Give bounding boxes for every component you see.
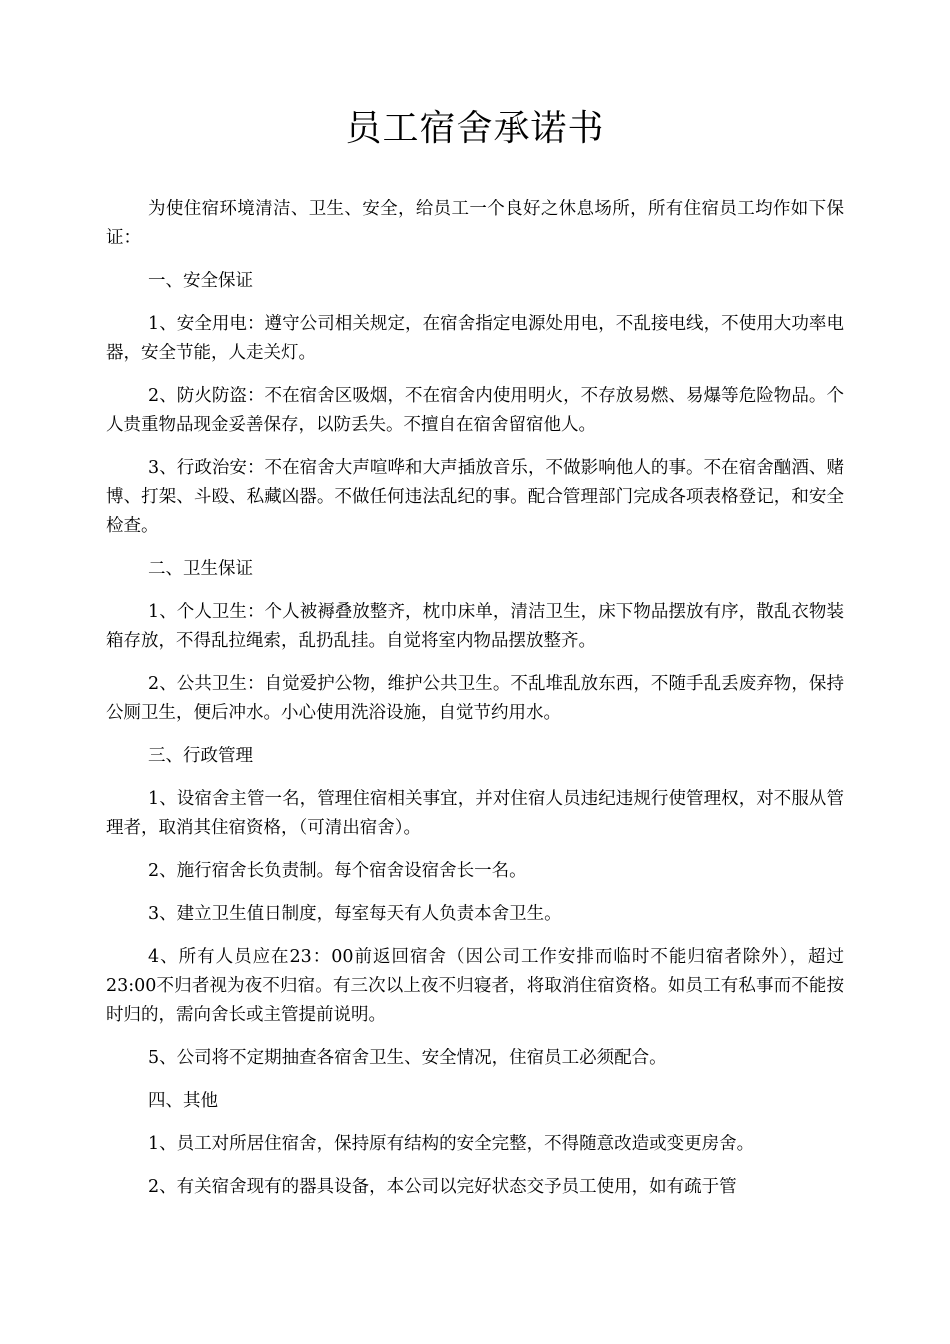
section-heading-administration: 三、行政管理 bbox=[148, 746, 253, 766]
section-heading-other: 四、其他 bbox=[148, 1091, 218, 1111]
safety-item-electricity: 1、安全用电：遵守公司相关规定，在宿舍指定电源处用电，不乱接电线，不使用大功率电器，安全节能，人走关灯。 bbox=[106, 314, 844, 363]
admin-item-duty-system: 3、建立卫生值日制度，每室每天有人负责本舍卫生。 bbox=[148, 904, 562, 924]
intro-paragraph: 为使住宿环境清洁、卫生、安全，给员工一个良好之休息场所，所有住宿员工均作如下保证： bbox=[106, 199, 844, 248]
admin-item-supervisor: 1、设宿舍主管一名，管理住宿相关事宜，并对住宿人员违纪违规行使管理权，对不服从管理者，取消其住宿资格，（可清出宿舍）。 bbox=[106, 789, 844, 838]
section-heading-safety: 一、安全保证 bbox=[148, 271, 253, 291]
section-heading-hygiene: 二、卫生保证 bbox=[148, 559, 253, 579]
hygiene-item-personal: 1、个人卫生：个人被褥叠放整齐，枕巾床单，清洁卫生，床下物品摆放有序，散乱衣物装箱存放，不得乱拉绳索，乱扔乱挂。自觉将室内物品摆放整齐。 bbox=[106, 602, 844, 651]
safety-item-fire-theft: 2、防火防盗：不在宿舍区吸烟，不在宿舍内使用明火，不存放易燃、易爆等危险物品。个人贵重物品现金妥善保存，以防丢失。不擅自在宿舍留宿他人。 bbox=[106, 386, 844, 435]
admin-item-dorm-leader: 2、施行宿舍长负责制。每个宿舍设宿舍长一名。 bbox=[148, 861, 527, 881]
document-body bbox=[106, 195, 844, 1216]
other-item-structure: 1、员工对所居住宿舍，保持原有结构的安全完整，不得随意改造或变更房舍。 bbox=[148, 1134, 755, 1154]
admin-item-inspection: 5、公司将不定期抽查各宿舍卫生、安全情况，住宿员工必须配合。 bbox=[148, 1048, 667, 1068]
hygiene-item-public: 2、公共卫生：自觉爱护公物，维护公共卫生。不乱堆乱放东西，不随手乱丢废弃物，保持公厕卫生，便后冲水。小心使用洗浴设施，自觉节约用水。 bbox=[106, 674, 844, 723]
safety-item-public-order: 3、行政治安：不在宿舍大声喧哗和大声插放音乐，不做影响他人的事。不在宿舍酗酒、赌博、打架、斗殴、私藏凶器。不做任何违法乱纪的事。配合管理部门完成各项表格登记，和安全检查。 bbox=[106, 458, 844, 536]
document-title: 员工宿舍承诺书 bbox=[345, 108, 605, 149]
other-item-equipment: 2、有关宿舍现有的器具设备，本公司以完好状态交予员工使用，如有疏于管 bbox=[148, 1177, 737, 1197]
admin-item-curfew: 4、所有人员应在23：00前返回宿舍（因公司工作安排而临时不能归宿者除外），超过23:00不归者视为夜不归宿。有三次以上夜不归寝者，将取消住宿资格。如员工有私事而不能按时归的，需向舍长或主管提前说明。 bbox=[106, 947, 844, 1025]
